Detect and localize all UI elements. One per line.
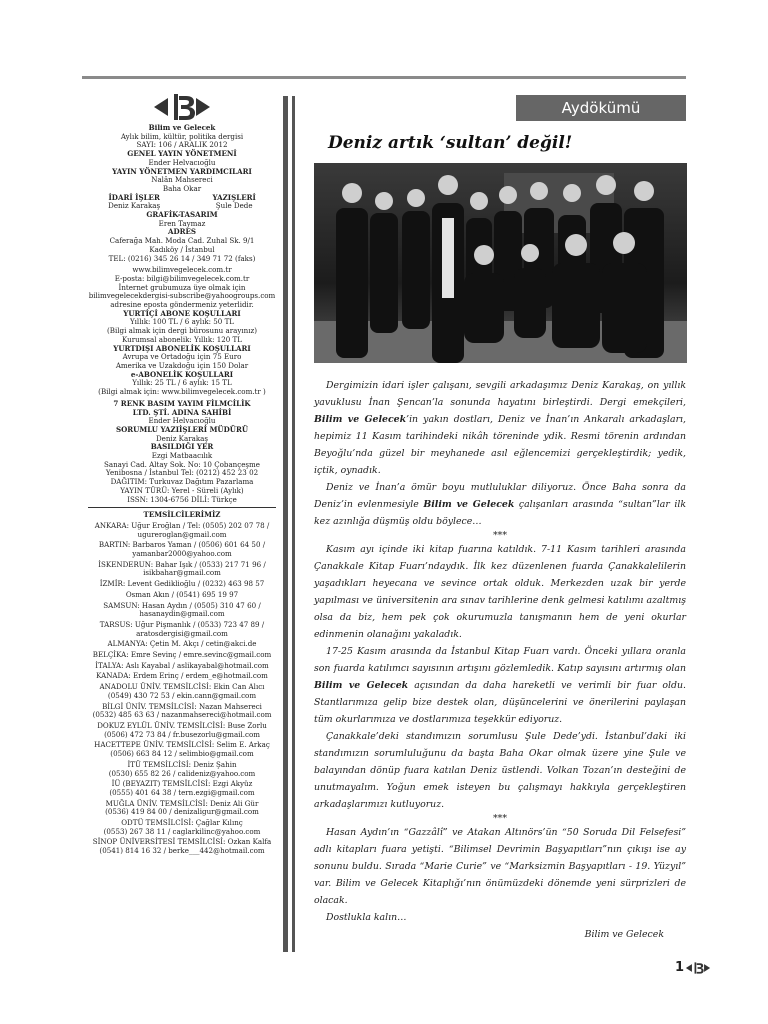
representative-line: (0549) 430 72 53 / ekin.cann@gmail.com — [107, 690, 257, 700]
representative-entry — [82, 541, 282, 558]
yazi-heading: YAZIŞLERİ — [212, 192, 256, 202]
issue-number: SAYI: 106 / ARALIK 2012 — [136, 140, 228, 150]
representative-entry — [82, 722, 282, 739]
issn: ISSN: 1304-6756 DİLİ: Türkçe — [127, 494, 237, 504]
page-number — [675, 960, 711, 975]
yazi-name: Şule Dede — [215, 201, 253, 211]
grafik-heading: GRAFİK-TASARIM — [146, 210, 218, 220]
representative-entry — [82, 621, 282, 638]
representative-entry — [82, 683, 282, 700]
gy-heading: GENEL YAYIN YÖNETMENİ — [127, 149, 237, 159]
article-body — [314, 377, 686, 943]
page-number-text: 1 — [675, 960, 685, 975]
representative-line: (0506) 663 84 12 / selimbio@gmail.com — [110, 749, 254, 759]
representative-line: ANKARA: Uğur Eroğlan / Tel: (0505) 202 07 78 / — [94, 520, 270, 530]
yyy-heading: YAYIN YÖNETMEN YARDIMCILARI — [112, 166, 252, 176]
column-rule-thin — [292, 96, 295, 952]
representative-line: İÜ (BEYAZIT) TEMSİLCİSİ: Ezgi Akyüz — [111, 779, 253, 789]
owner-name: Ender Helvacıoğlu — [148, 416, 216, 426]
owner-2: LTD. ŞTİ. ADINA SAHİBİ — [132, 407, 232, 417]
idari-name: Deniz Karakaş — [108, 201, 161, 211]
signature: Bilim ve Gelecek — [584, 929, 664, 940]
paragraph: Hasan Aydın’ın “Gazzâlî” ve Atakan Altınörs’ün “50 Soruda Dil Felsefesi” adlı kitapları fuara yetişti. “Bilimsel Devrimin Başyapıtları”nın çıkışı ise ay sonunu buldu. Sırada “Marie Curie” ve “Marksizmin Başyapıtları - 19. Yüzyıl” var. Bilim ve Gelecek Kitaplığı’nın önümüzdeki dönemde yeni sürprizleri de olacak. — [314, 827, 686, 906]
email[interactable]: E-posta: bilgi@bilimvegelecek.com.tr — [114, 273, 250, 283]
separator-stars: *** — [492, 530, 507, 541]
owner-1: 7 RENK BASIM YAYIM FİLMCİLİK — [113, 398, 251, 408]
representative-line: KANADA: Erdem Erinç / erdem_e@hotmail.com — [96, 671, 268, 681]
tagline: Aylık bilim, kültür, politika dergisi — [120, 131, 244, 141]
group-line-1: İnternet grubumuza üye olmak için — [118, 282, 246, 292]
representative-line: İTALYA: Aslı Kayabal / aslikayabal@hotmail.com — [95, 660, 269, 670]
eabone-1: Yıllık: 25 TL / 6 aylık: 15 TL — [132, 378, 232, 388]
representative-line: Osman Akın / (0541) 695 19 97 — [125, 589, 239, 599]
sorumlu-heading: SORUMLU YAZIİŞLERİ MÜDÜRÜ — [115, 424, 249, 434]
representative-line: ugureroglan@gmail.com — [137, 529, 227, 539]
magazine-name: Bilim ve Gelecek — [148, 123, 216, 132]
representative-line: ALMANYA: Çetin M. Akçı / cetin@akci.de — [107, 639, 257, 649]
adres-line-1: Caferağa Mah. Moda Cad. Zuhal Sk. 9/1 — [109, 236, 255, 246]
representative-entry — [82, 591, 282, 600]
representative-entry — [82, 651, 282, 660]
gy-name: Ender Helvacıoğlu — [148, 157, 216, 167]
bg-small-logo-icon — [685, 961, 711, 975]
yurtici-2: (Bilgi almak için dergi bürosunu arayınız) — [107, 326, 257, 336]
group-photo-image — [314, 163, 687, 363]
representative-line: hasanaydin@gmail.com — [139, 609, 225, 619]
representative-line: (0506) 472 73 84 / fr.busezorlu@gmail.com — [104, 729, 260, 739]
representative-entry — [82, 662, 282, 671]
eabone-heading: e-ABONELİK KOŞULLARI — [130, 369, 234, 379]
yurtdisi-2: Amerika ve Uzakdoğu için 150 Dolar — [115, 360, 249, 370]
representative-entry — [82, 780, 282, 797]
representative-line: (0536) 419 84 00 / denizaligur@gmail.com — [105, 807, 259, 817]
yurtici-1: Yıllık: 100 TL / 6 aylık: 50 TL — [129, 317, 235, 327]
basim-1: Sanayi Cad. Altay Sok. No: 10 Çobançeşme — [104, 459, 260, 469]
representative-line: İSKENDERUN: Bahar Işık / (0533) 217 71 96 / — [98, 559, 266, 569]
representative-line: (0555) 401 64 38 / tern.ezgi@gmail.com — [109, 787, 255, 797]
representative-line: DOKUZ EYLÜL ÜNİV. TEMSİLCİSİ: Buse Zorlu — [97, 721, 267, 730]
adres-heading: ADRES — [167, 227, 197, 237]
section-label: Aydökümü — [516, 95, 686, 121]
basim-2: Yenibosna / İstanbul Tel: (0212) 452 23 02 — [105, 468, 259, 478]
representative-entry — [82, 522, 282, 539]
representative-line: İTÜ TEMSİLCİSİ: Deniz Şahin — [127, 759, 237, 769]
representative-line: isikbahar@gmail.com — [143, 568, 221, 578]
basim-heading: BASILDIĞI YER — [150, 442, 214, 452]
representative-line: HACETTEPE ÜNİV. TEMSİLCİSİ: Selim E. Arkaç — [94, 740, 270, 750]
yurtdisi-heading: YURTDIŞI ABONELİK KOŞULLARI — [113, 343, 251, 353]
basim-name: Ezgi Matbaacılık — [151, 451, 213, 461]
representative-line: SAMSUN: Hasan Aydın / (0505) 310 47 60 / — [103, 600, 261, 610]
yyy-name-1: Nalân Mahsereci — [151, 175, 213, 185]
representative-entry — [82, 703, 282, 720]
column-rule-thick — [283, 96, 288, 952]
representative-line: ANADOLU ÜNİV. TEMSİLCİSİ: Ekin Can Alıcı — [99, 682, 265, 692]
representative-line: İZMİR: Levent Gediklioğlu / (0232) 463 98 57 — [99, 579, 265, 589]
paragraph: Dergimizin idari işler çalışanı, sevgili arkadaşımız Deniz Karakaş, on yıllık yavuklusu İnan Şencan’la sonunda hayatını birleştirdi. Dergi emekçileri, Bilim ve Gelecek’in yakın dostları, Deniz ve İnan’ın Ankaralı arkadaşları, hepimiz 11 Kasım tarihindeki nikâh töreninde ydik. Resmi törenin ardından Beyoğlu’nda güzel bir meyhanede asıl eğlencemizi gerçekleştirdik; yedik, içtik, oynadık. — [314, 380, 687, 476]
dagitim: DAĞITIM: Turkuvaz Dağıtım Pazarlama — [110, 477, 254, 487]
representative-entry — [82, 672, 282, 681]
paragraph: 17-25 Kasım arasında da İstanbul Kitap Fuarı vardı. Önceki yıllara oranla son fuarda katılımcı sayısının artışını gözlemledik. Katıp sayısını artırmış olan Bilim ve Gelecek açısından da daha hareketli ve verimli bir fuar oldu. Stantlarımıza gelip bize destek olan, düşüncelerini ve önerilerini paylaşan tüm okurlarımıza ve dostlarımıza teşekkür ediyoruz. — [314, 646, 686, 725]
adres-line-2: Kadıköy / İstanbul — [149, 244, 215, 254]
representative-line: BİLGİ ÜNİV. TEMSİLCİSİ: Nazan Mahsereci — [102, 701, 262, 711]
top-rule — [82, 76, 686, 79]
representative-entry — [82, 761, 282, 778]
representative-line: MUĞLA ÜNİV. TEMSİLCİSİ: Deniz Ali Gür — [105, 798, 259, 808]
website[interactable]: www.bilimvegelecek.com.tr — [132, 265, 232, 275]
paragraph: Çanakkale’deki standımızın sorumlusu Şule Dede’ydi. İstanbul’daki iki standımızın sorumluluğunu da başta Baha Okar olmak üzere yine Şule ve balayından dönüp fuara katılan Deniz üstlendi. Volkan Tozan’ın desteğini de unutmayalım. Yoğun emek isteyen bu çalışmayı hakkıyla gerçekleştiren arkadaşlarımızı kutluyoruz. — [314, 731, 686, 810]
yurtici-3: Kurumsal abonelik: Yıllık: 120 TL — [121, 334, 243, 344]
representative-line: TARSUS: Uğur Pişmanlık / (0533) 723 47 89 / — [99, 619, 265, 629]
representative-line: aratosdergisi@gmail.com — [136, 628, 228, 638]
grafik-name: Eren Taymaz — [158, 218, 206, 228]
temsil-heading: TEMSİLCİLERİMİZ — [143, 510, 221, 520]
tel: TEL: (0216) 345 26 14 / 349 71 72 (faks) — [108, 253, 256, 263]
representative-entry — [82, 819, 282, 836]
bg-logo-icon — [152, 92, 212, 122]
article-title: Deniz artık ‘sultan’ değil! — [328, 133, 573, 153]
separator-stars: *** — [492, 813, 507, 824]
representative-line: (0541) 814 16 32 / berke___442@hotmail.com — [99, 846, 265, 856]
eabone-2: (Bilgi almak için: www.bilimvegelecek.com.tr ) — [98, 387, 266, 397]
yurtici-heading: YURTİÇİ ABONE KOŞULLARI — [123, 308, 241, 318]
closing: Dostlukla kalın… — [326, 912, 407, 923]
group-line-3: adresine eposta göndermeniz yeterlidir. — [110, 300, 254, 310]
representative-line: (0553) 267 38 11 / caglarkilinc@yahoo.com — [103, 826, 261, 836]
representative-entry — [82, 580, 282, 589]
representative-entry — [82, 602, 282, 619]
representative-line: (0530) 655 82 26 / calideniz@yahoo.com — [108, 768, 256, 778]
representative-entry — [82, 561, 282, 578]
representative-line: ODTÜ TEMSİLCİSİ: Çağlar Kılınç — [121, 818, 243, 828]
representative-entry — [82, 640, 282, 649]
yyy-name-2: Baha Okar — [162, 183, 202, 193]
yayin-turu: YAYIN TÜRÜ: Yerel - Süreli (Aylık) — [120, 485, 244, 495]
representative-line: BARTIN: Barbaros Yaman / (0506) 601 64 50 / — [98, 540, 266, 550]
group-photo — [314, 163, 687, 363]
divider — [88, 507, 276, 508]
representative-line: BELÇİKA: Emre Sevinç / emre.sevinc@gmail.com — [92, 650, 272, 660]
idari-heading: İDARİ İŞLER — [108, 192, 160, 202]
masthead — [82, 92, 282, 957]
representative-entry — [82, 838, 282, 855]
representative-line: (0532) 485 63 63 / nazanmahsereci@hotmail.com — [92, 710, 272, 720]
idari-yazi-row — [82, 194, 282, 211]
yurtdisi-1: Avrupa ve Ortadoğu için 75 Euro — [122, 352, 242, 362]
representatives-list — [82, 522, 282, 856]
representative-entry — [82, 741, 282, 758]
group-line-2: bilimvegelecekdergisi-subscribe@yahoogroups.com — [88, 291, 276, 301]
representative-entry — [82, 800, 282, 817]
representative-line: SİNOP ÜNİVERSİTESİ TEMSİLCİSİ: Ozkan Kalfa — [92, 837, 272, 847]
sorumlu-name: Deniz Karakaş — [155, 433, 209, 443]
representative-line: yamanbar2000@yahoo.com — [132, 549, 232, 559]
paragraph: Deniz ve İnan’a ömür boyu mutluluklar diliyoruz. Önce Baha sonra da Deniz’in evlenmesiyle Bilim ve Gelecek çalışanları arasında “sultan”lar ilk kez azınlığa düşmüş oldu böylece… — [314, 482, 686, 527]
paragraph: Kasım ayı içinde iki kitap fuarına katıldık. 7-11 Kasım tarihleri arasında Çanakkale Kitap Fuarı’ndaydık. İlk kez düzenlenen fuarda Çanakkalelilerin yaşadıkları heyecana ve sevince ortak olduk. Merkezden uzak bir yerde yapılması ve üniversitenin ara sınav tarihlerine denk gelmesi katılımı azaltmış olsa da biz, hem pek çok okurumuzla tanışmanın hem de yeni okurlar edinmenin olanağını yakaladık. — [314, 544, 686, 640]
